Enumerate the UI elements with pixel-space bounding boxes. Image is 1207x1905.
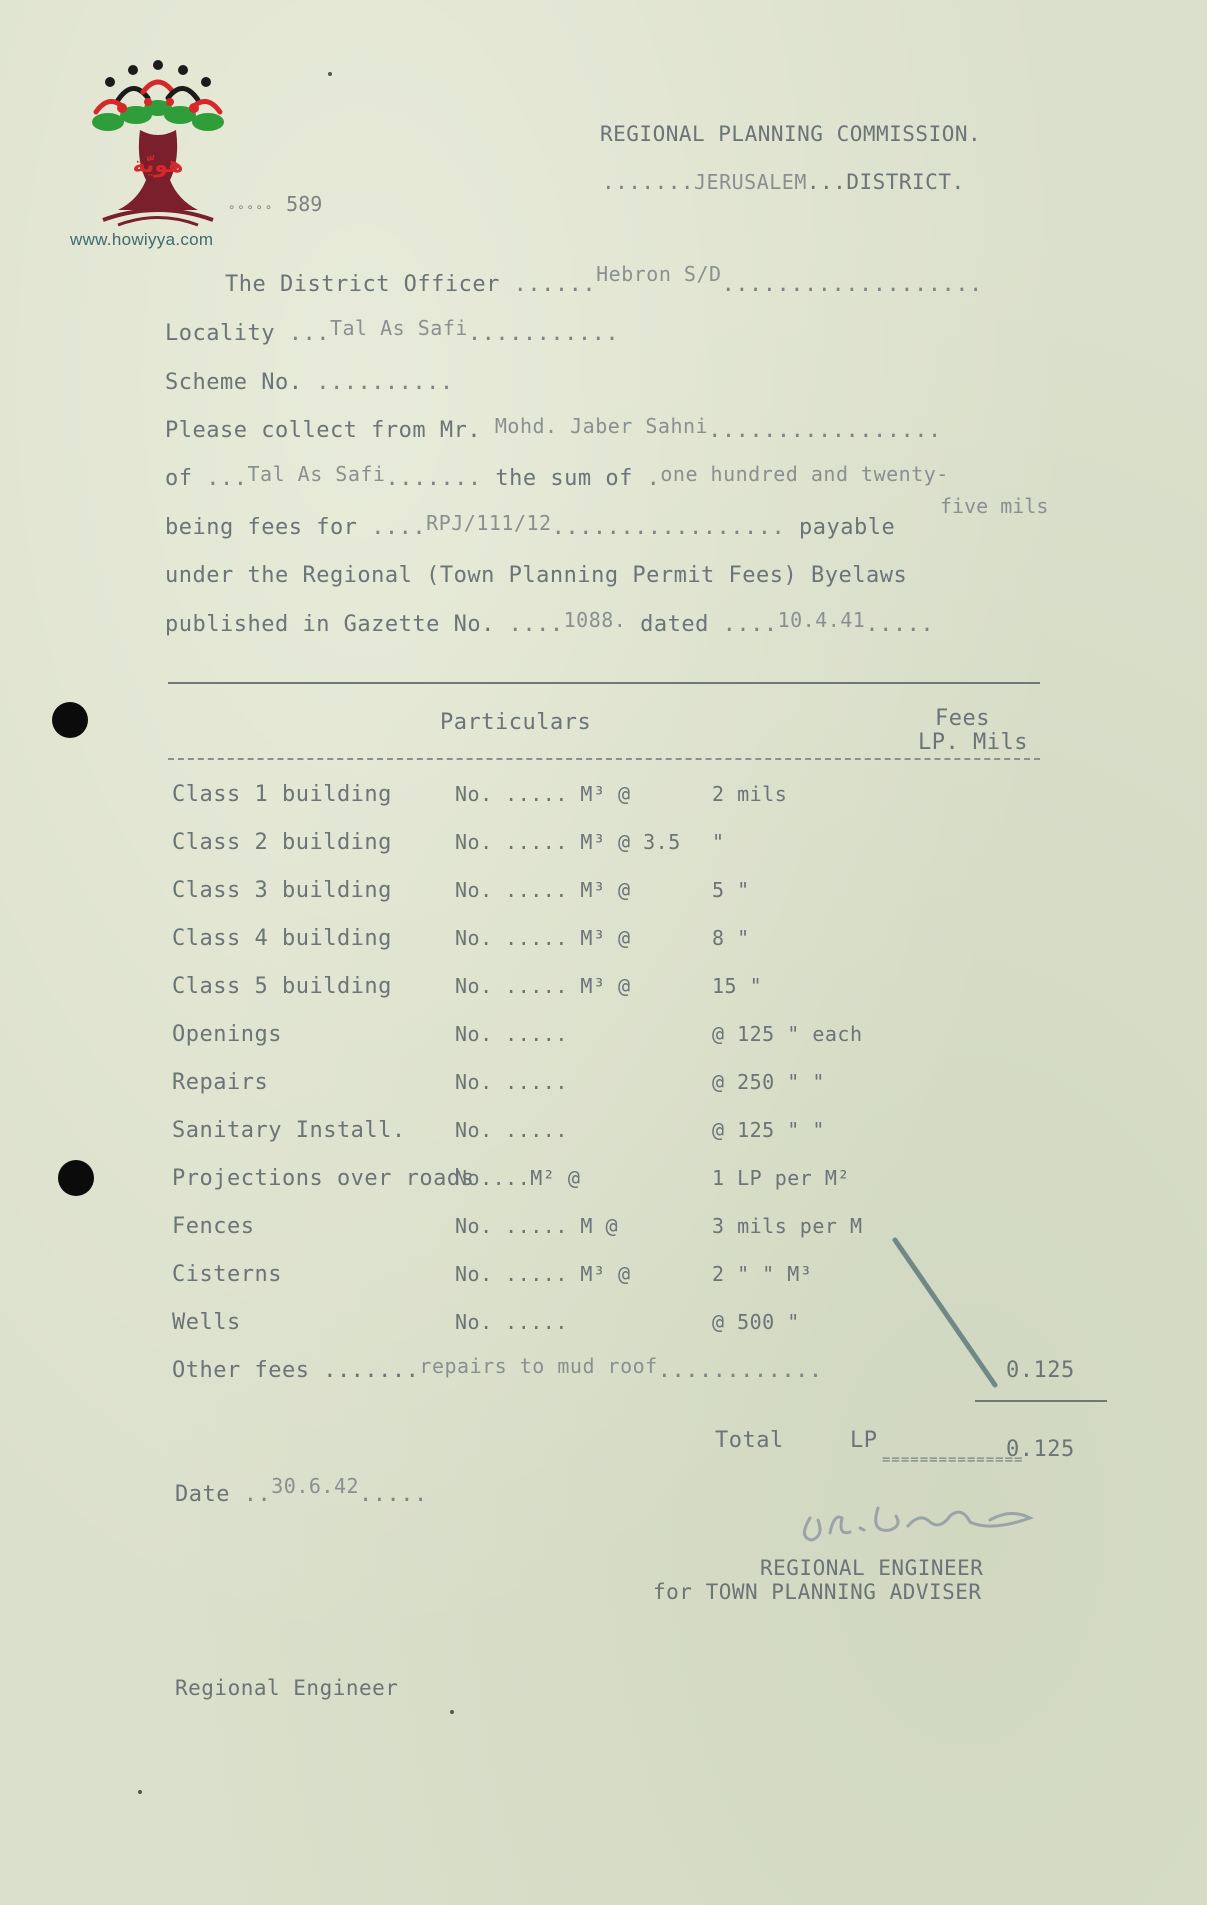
serial-dots: ∘∘∘∘∘: [228, 200, 275, 214]
row-item: Wells: [172, 1310, 241, 1335]
row-unit-rate: No. ..... M³ @: [455, 926, 631, 950]
speck: [138, 1790, 142, 1794]
table-top-rule: [168, 682, 1040, 684]
district-dots: .......: [602, 170, 695, 194]
sum-value: one hundred and twenty-: [660, 462, 949, 486]
being-value: RPJ/111/12: [426, 511, 552, 535]
of-label: of: [165, 466, 193, 491]
row-rate-value: 2 " " M³: [712, 1262, 813, 1286]
signature-title: REGIONAL ENGINEER: [760, 1556, 984, 1580]
other-fees-line: Other fees .......repairs to mud roof............: [172, 1354, 823, 1383]
row-rate-value: @ 125 " ": [712, 1118, 825, 1142]
serial-number: 589: [286, 192, 323, 216]
row-rate-value: 3 mils per M: [712, 1214, 863, 1238]
row-rate-value: 2 mils: [712, 782, 788, 806]
row-unit-rate: No. .....: [455, 1118, 568, 1142]
total-value: 0.125: [1006, 1437, 1075, 1462]
row-rate-value: @ 250 " ": [712, 1070, 825, 1094]
header-particulars: Particulars: [440, 710, 592, 735]
district-suffix: ...DISTRICT.: [806, 170, 965, 194]
of-line: of ...Tal As Safi....... the sum of .one hundred and twenty-: [165, 462, 949, 491]
total-currency: LP: [850, 1428, 878, 1453]
row-unit-rate: No. .....: [455, 1310, 568, 1334]
row-item: Class 2 building: [172, 830, 392, 855]
being-label: being fees for: [165, 515, 358, 540]
row-item: Class 1 building: [172, 782, 392, 807]
row-unit-rate: No. ..... M³ @ 3.5: [455, 830, 681, 854]
speck: [328, 72, 332, 76]
header-fees: Fees: [935, 706, 990, 731]
sum-label: the sum of: [495, 466, 633, 491]
district-officer-value: Hebron S/D: [596, 262, 722, 286]
sum-value-continued: five mils: [940, 494, 1049, 518]
published-label: published in Gazette No.: [165, 612, 495, 637]
row-item: Openings: [172, 1022, 282, 1047]
row-unit-rate: No. ..... M³ @: [455, 974, 631, 998]
district-officer-label: The District Officer: [225, 272, 500, 297]
district-line: [602, 170, 965, 194]
collect-label: Please collect from Mr.: [165, 418, 482, 443]
punch-hole-bottom: [58, 1160, 94, 1196]
row-rate-value: 5 ": [712, 878, 750, 902]
published-line: published in Gazette No. ....1088. dated ....10.4.41.....: [165, 608, 935, 637]
row-item: Class 3 building: [172, 878, 392, 903]
scheme-line: Scheme No. ..........: [165, 370, 454, 395]
locality-value: Tal As Safi: [329, 316, 468, 340]
row-item: Class 5 building: [172, 974, 392, 999]
row-unit-rate: No. ..... M³ @: [455, 782, 631, 806]
table-header-rule: [168, 758, 1040, 760]
row-rate-value: ": [712, 830, 725, 854]
total-double-rule: ===============: [882, 1452, 1024, 1468]
collect-value: Mohd. Jaber Sahni: [494, 414, 709, 438]
district-officer-line: The District Officer ......Hebron S/D...................: [225, 262, 983, 297]
total-rule: [975, 1400, 1107, 1402]
row-item: Projections over roads: [172, 1166, 475, 1191]
gazette-number: 1088.: [563, 608, 627, 632]
punch-hole-top: [52, 702, 88, 738]
row-rate-value: 1 LP per M²: [712, 1166, 850, 1190]
row-unit-rate: No....M² @: [455, 1166, 581, 1190]
date-value: 30.6.42: [271, 1474, 360, 1498]
logo-arabic-text: هويّة: [132, 153, 184, 178]
row-unit-rate: No. .....: [455, 1070, 568, 1094]
handwritten-signature: [790, 1478, 1050, 1553]
row-unit-rate: No. ..... M @: [455, 1214, 619, 1238]
row-item: Class 4 building: [172, 926, 392, 951]
row-rate-value: @ 500 ": [712, 1310, 800, 1334]
other-fees-value: 0.125: [1006, 1358, 1075, 1383]
row-rate-value: @ 125 " each: [712, 1022, 863, 1046]
district-name: JERUSALEM: [694, 170, 807, 194]
row-rate-value: 15 ": [712, 974, 763, 998]
byelaws-line: under the Regional (Town Planning Permit Fees) Byelaws: [165, 563, 908, 588]
row-unit-rate: No. ..... M³ @: [455, 1262, 631, 1286]
howiyya-tree-logo: [88, 60, 228, 235]
locality-label: Locality: [165, 321, 275, 346]
scheme-label: Scheme No.: [165, 370, 303, 395]
footer-regional-engineer: Regional Engineer: [175, 1676, 399, 1700]
row-item: Sanitary Install.: [172, 1118, 406, 1143]
total-label: Total: [715, 1428, 784, 1453]
row-item: Repairs: [172, 1070, 269, 1095]
dated-label: dated: [640, 612, 709, 637]
being-line: being fees for ....RPJ/111/12................. payable: [165, 511, 896, 540]
collect-line: Please collect from Mr. Mohd. Jaber Sahni.................: [165, 414, 942, 443]
commission-title: REGIONAL PLANNING COMMISSION.: [600, 122, 982, 146]
date-label: Date: [175, 1482, 230, 1507]
signature-subtitle: for TOWN PLANNING ADVISER: [653, 1580, 982, 1604]
row-item: Cisterns: [172, 1262, 282, 1287]
speck: [450, 1710, 454, 1714]
row-rate-value: 8 ": [712, 926, 750, 950]
row-unit-rate: No. ..... M³ @: [455, 878, 631, 902]
row-item: Fences: [172, 1214, 255, 1239]
date-line: Date ..30.6.42.....: [175, 1474, 428, 1507]
of-place: Tal As Safi: [247, 462, 386, 486]
locality-line: Locality ...Tal As Safi...........: [165, 316, 620, 346]
other-fees-label: Other fees .......: [172, 1358, 420, 1383]
row-unit-rate: No. .....: [455, 1022, 568, 1046]
other-fees-detail: repairs to mud roof: [419, 1354, 658, 1378]
payable-label: payable: [799, 515, 896, 540]
pencil-mark: [890, 1235, 1010, 1395]
header-units: LP. Mils: [918, 730, 1028, 755]
logo-url: www.howiyya.com: [70, 230, 214, 249]
dated-value: 10.4.41: [777, 608, 866, 632]
